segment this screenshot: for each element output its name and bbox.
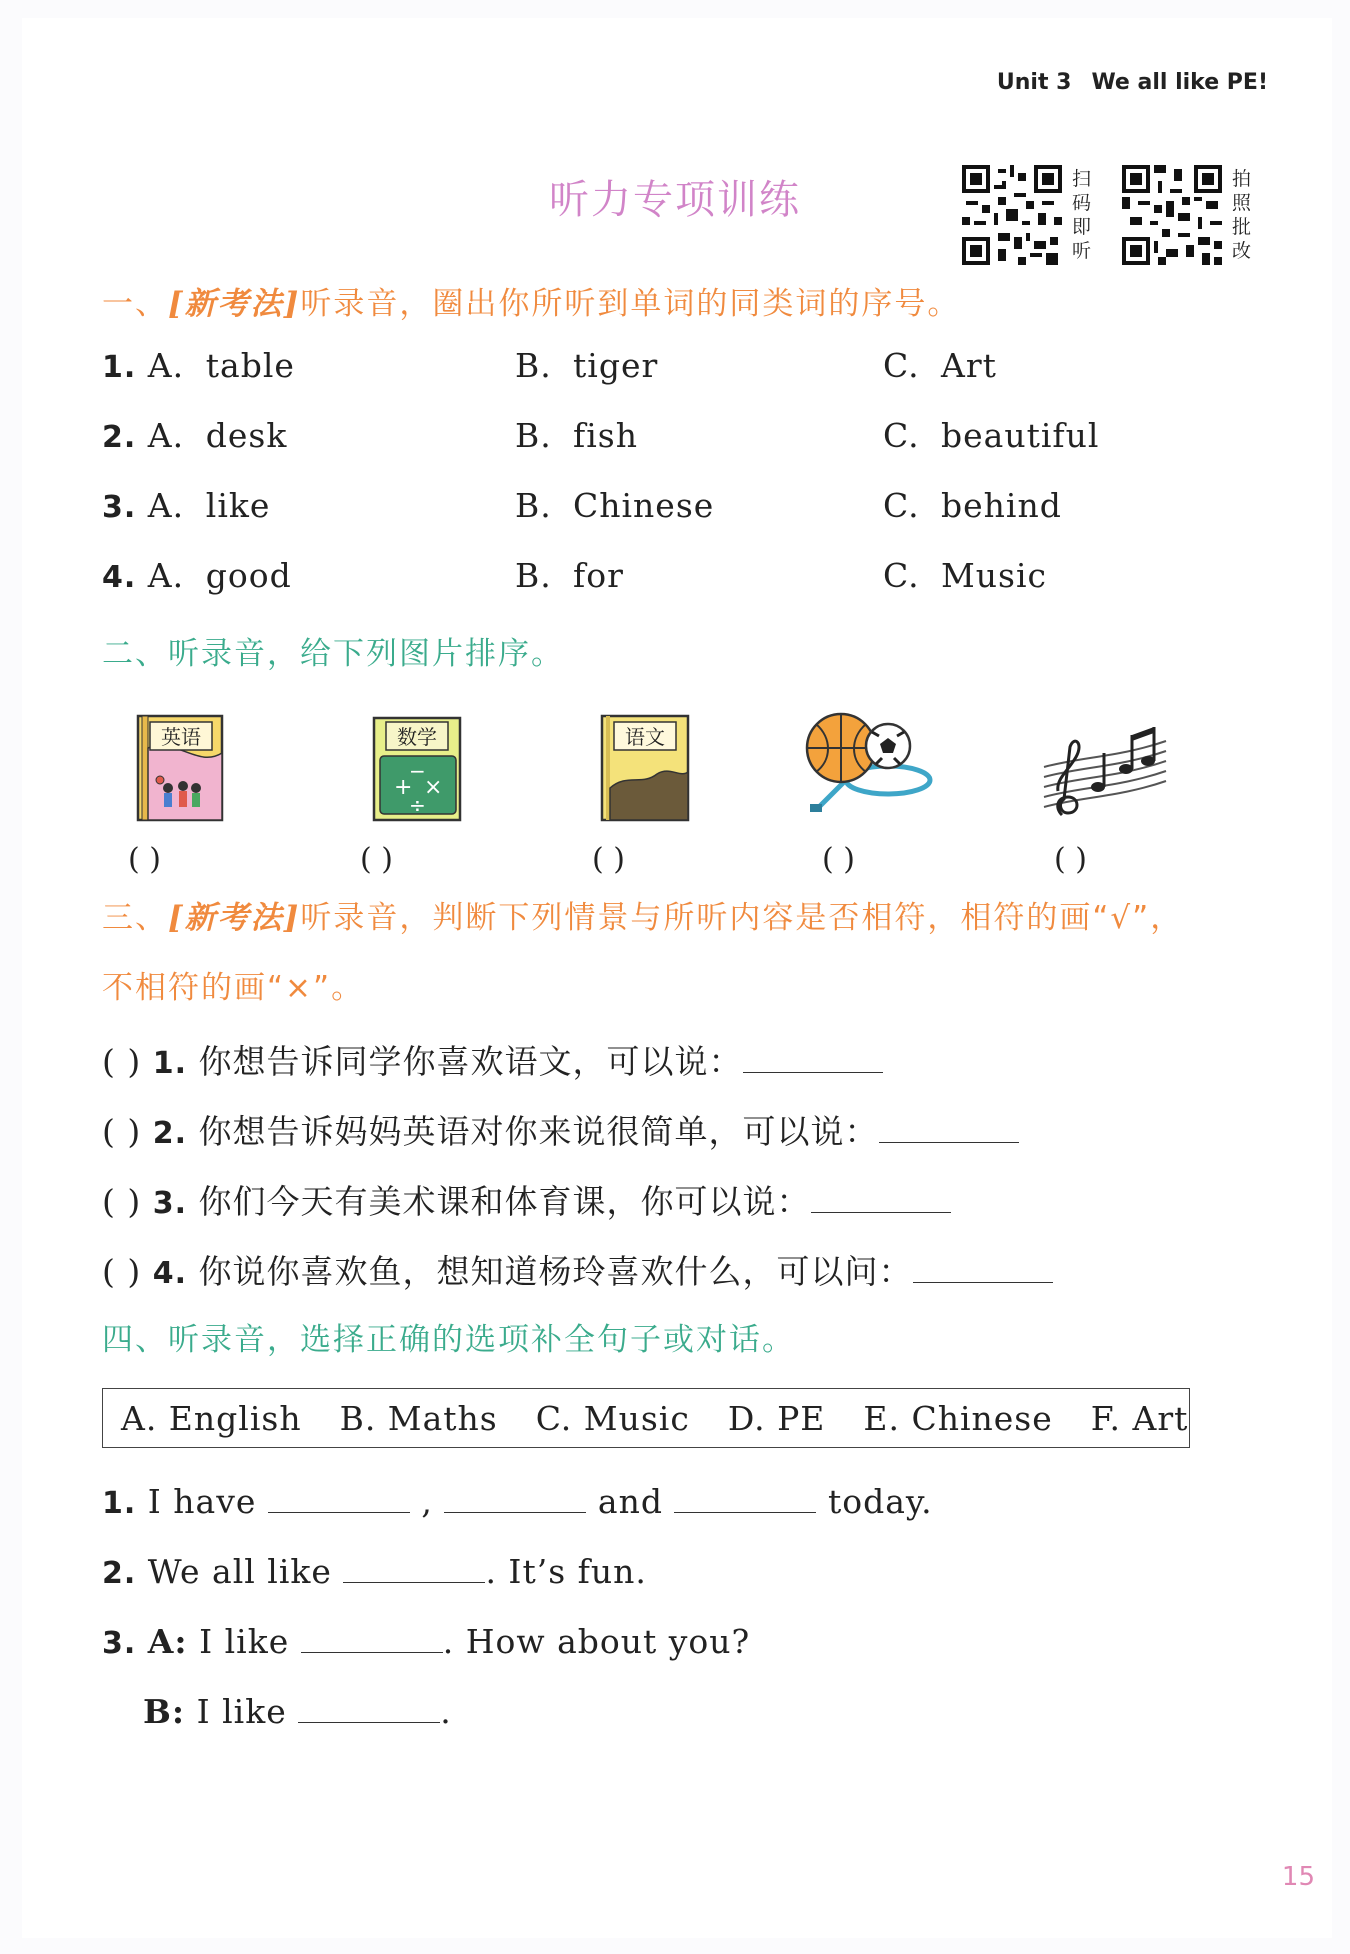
option-letter: B. (515, 346, 552, 385)
unit-title: We all like PE! (1091, 70, 1268, 95)
judge-answer[interactable]: ( ) (102, 1182, 142, 1221)
word-option: C. Music (535, 1398, 690, 1438)
sentence-text: . It’s fun. (485, 1552, 647, 1591)
option-letter: A. (147, 486, 185, 525)
qr-label-char: 码 (1072, 192, 1092, 214)
section2-heading: 二、听录音，给下列图片排序。 (102, 636, 564, 672)
unit-number: Unit 3 (996, 70, 1072, 95)
word-option: A. English (121, 1398, 302, 1438)
section1-heading (102, 278, 960, 323)
maths-book-icon (364, 708, 474, 828)
qr-code-listen-icon[interactable] (962, 165, 1062, 265)
option-b[interactable]: Chinese (573, 486, 715, 525)
sports-balls-icon (796, 708, 946, 828)
section3-heading (102, 892, 1183, 937)
qr-label-char: 扫 (1072, 168, 1092, 190)
sentence-text: We all like (147, 1552, 332, 1591)
english-book-label: 英语 (161, 725, 201, 749)
english-book-icon (128, 708, 238, 828)
option-letter: C. (883, 556, 920, 595)
qr-label-char: 批 (1232, 216, 1252, 238)
answer-blank[interactable] (811, 1182, 951, 1213)
item-number: 1. (102, 1486, 137, 1521)
sentence-text: , (421, 1482, 433, 1521)
answer-blank[interactable] (444, 1482, 586, 1513)
qr-label-char: 即 (1072, 216, 1092, 238)
item-number: 3. (102, 490, 137, 525)
sentence-text: I have (147, 1482, 257, 1521)
speaker-label: B: (143, 1692, 186, 1731)
section1-tag: [新考法] (168, 286, 301, 322)
sentence-text: I like (196, 1692, 287, 1731)
option-letter: C. (883, 486, 920, 525)
chinese-book-label: 语文 (625, 725, 665, 749)
section4-dialog-b (143, 1692, 452, 1731)
answer-blank[interactable] (343, 1552, 485, 1583)
section1-prefix: 一、 (102, 286, 168, 322)
answer-blank[interactable] (674, 1482, 816, 1513)
option-a[interactable]: like (205, 486, 271, 525)
option-c[interactable]: Art (941, 346, 997, 385)
section1-instruction: 听录音，圈出你所听到单词的同类词的序号。 (300, 286, 961, 322)
option-b[interactable]: for (573, 556, 624, 595)
sentence-text: . (440, 1692, 452, 1731)
option-c[interactable]: beautiful (941, 416, 1100, 455)
answer-blank[interactable] (268, 1482, 410, 1513)
svg-text:÷: ÷ (409, 793, 426, 817)
section4-dialog-a (102, 1622, 750, 1661)
judge-answer[interactable]: ( ) (102, 1252, 142, 1291)
sentence-text: I like (199, 1622, 290, 1661)
section4-sentence-2 (102, 1552, 647, 1591)
unit-header (997, 70, 1268, 95)
picture-3-answer[interactable]: ( ) (592, 842, 625, 877)
section4-sentence-1 (102, 1482, 933, 1521)
answer-blank[interactable] (743, 1042, 883, 1073)
item-text: 你想告诉妈妈英语对你来说很简单，可以说： (198, 1112, 879, 1151)
word-option: B. Maths (339, 1398, 498, 1438)
item-number: 1. (152, 1046, 188, 1081)
word-bank (102, 1388, 1190, 1448)
item-number: 2. (102, 420, 137, 455)
svg-text:+: + (394, 775, 413, 800)
option-c[interactable]: Music (941, 556, 1048, 595)
picture-5-answer[interactable]: ( ) (1054, 842, 1087, 877)
item-number: 3. (152, 1186, 188, 1221)
option-b[interactable]: tiger (573, 346, 659, 385)
section3-item-3 (102, 1176, 951, 1223)
svg-text:−: − (409, 759, 426, 783)
item-text: 你们今天有美术课和体育课，你可以说： (198, 1182, 811, 1221)
option-letter: A. (147, 416, 185, 455)
chinese-book-icon (592, 708, 702, 828)
word-option: D. PE (727, 1398, 826, 1438)
picture-2-answer[interactable]: ( ) (360, 842, 393, 877)
sentence-text: . How about you? (442, 1622, 751, 1661)
item-number: 3. (102, 1626, 137, 1661)
qr-code-photo-icon[interactable] (1122, 165, 1222, 265)
section3-item-1 (102, 1036, 883, 1083)
option-letter: B. (515, 416, 552, 455)
sentence-text: today. (827, 1482, 933, 1521)
qr-label-char: 听 (1072, 240, 1092, 262)
music-notes-icon (1040, 712, 1170, 832)
item-number: 2. (152, 1116, 188, 1151)
answer-blank[interactable] (879, 1112, 1019, 1143)
option-letter: C. (883, 346, 920, 385)
qr-label-photo (1232, 167, 1256, 263)
section3-instruction-1: 听录音，判断下列情景与所听内容是否相符，相符的画“√”， (300, 900, 1184, 936)
section3-tag: [新考法] (168, 900, 301, 936)
qr-label-listen (1072, 167, 1096, 263)
qr-label-char: 改 (1232, 240, 1252, 262)
svg-text:×: × (424, 775, 443, 800)
item-number: 1. (102, 350, 137, 385)
word-option: F. Art (1090, 1398, 1189, 1438)
picture-4-answer[interactable]: ( ) (822, 842, 855, 877)
answer-blank[interactable] (913, 1252, 1053, 1283)
judge-answer[interactable]: ( ) (102, 1042, 142, 1081)
speaker-label: A: (147, 1622, 188, 1661)
section3-item-4 (102, 1246, 1053, 1293)
option-letter: B. (515, 556, 552, 595)
option-a[interactable]: table (205, 346, 295, 385)
section3-item-2 (102, 1106, 1019, 1153)
option-letter: A. (147, 346, 185, 385)
sentence-text: and (597, 1482, 663, 1521)
page-number: 15 (1281, 1862, 1315, 1892)
section4-heading: 四、听录音，选择正确的选项补全句子或对话。 (102, 1322, 795, 1358)
option-a[interactable]: desk (205, 416, 288, 455)
item-number: 4. (102, 560, 137, 595)
section3-prefix: 三、 (102, 900, 168, 936)
option-a[interactable]: good (205, 556, 292, 595)
item-text: 你说你喜欢鱼，想知道杨玲喜欢什么，可以问： (198, 1252, 913, 1291)
qr-label-char: 拍 (1232, 168, 1252, 190)
item-number: 2. (102, 1556, 137, 1591)
option-c[interactable]: behind (941, 486, 1062, 525)
answer-blank[interactable] (301, 1622, 443, 1653)
section3-instruction-2: 不相符的画“×”。 (102, 970, 365, 1006)
answer-blank[interactable] (298, 1692, 440, 1723)
maths-book-label: 数学 (397, 725, 437, 749)
option-letter: A. (147, 556, 185, 595)
option-letter: B. (515, 486, 552, 525)
page-title: 听力专项训练 (549, 177, 801, 223)
judge-answer[interactable]: ( ) (102, 1112, 142, 1151)
item-number: 4. (152, 1256, 188, 1291)
option-b[interactable]: fish (573, 416, 638, 455)
item-text: 你想告诉同学你喜欢语文，可以说： (198, 1042, 743, 1081)
picture-1-answer[interactable]: ( ) (128, 842, 161, 877)
word-option: E. Chinese (863, 1398, 1053, 1438)
qr-label-char: 照 (1232, 192, 1252, 214)
option-letter: C. (883, 416, 920, 455)
